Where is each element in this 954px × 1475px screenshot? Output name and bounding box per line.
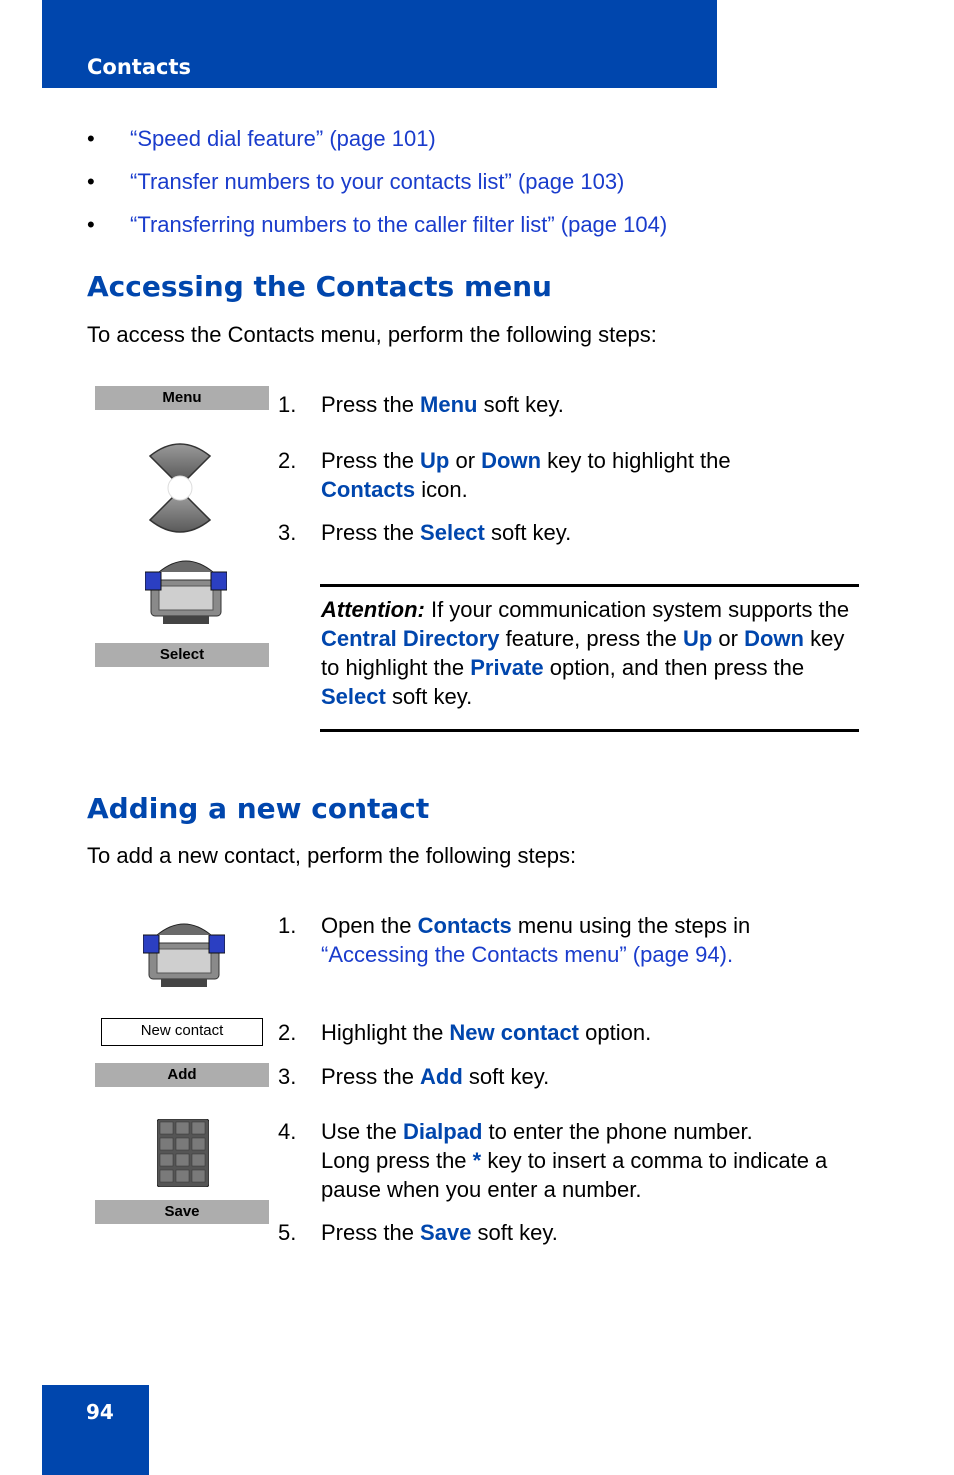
save-softkey[interactable]: Save	[95, 1200, 269, 1224]
page-number-box	[42, 1385, 149, 1475]
navigation-up-down-key-icon	[146, 438, 214, 538]
list-item: • “Transfer numbers to your contacts list” (page 103)	[87, 169, 625, 194]
handset-phone-icon	[143, 913, 225, 991]
step-number: 1.	[278, 913, 297, 938]
step-number: 5.	[278, 1220, 297, 1245]
new-contact-menu-item[interactable]: New contact	[101, 1018, 263, 1046]
list-item: • “Speed dial feature” (page 101)	[87, 126, 436, 151]
dialpad-icon	[157, 1119, 209, 1187]
link-accessing-contacts-menu[interactable]: “Accessing the Contacts menu” (page 94).	[321, 942, 734, 967]
attention-top-rule	[320, 584, 859, 587]
add-softkey[interactable]: Add	[95, 1063, 269, 1087]
step-number: 3.	[278, 520, 297, 545]
step-highlight-contacts: Press the Up or Down key to highlight the Contacts icon.	[321, 448, 731, 502]
link-transfer-numbers[interactable]: “Transfer numbers to your contacts list” (page 103)	[130, 169, 625, 194]
step-press-save: Press the Save soft key.	[321, 1220, 558, 1245]
attention-note: Attention: If your communication system supports the Central Directory feature, press the Up or Down key to highlight the Private option, and then press the Select soft key.	[321, 597, 850, 709]
attention-bottom-rule	[320, 729, 859, 732]
page-number: 94	[86, 1400, 114, 1424]
step-highlight-new-contact: Highlight the New contact option.	[321, 1020, 652, 1045]
step-open-contacts: Open the Contacts menu using the steps in “Accessing the Contacts menu” (page 94).	[321, 913, 751, 967]
step-press-select: Press the Select soft key.	[321, 520, 572, 545]
section-heading-accessing-contacts: Accessing the Contacts menu	[87, 270, 552, 303]
step-use-dialpad: Use the Dialpad to enter the phone number. Long press the * key to insert a comma to indicate a pause when you enter a number.	[321, 1119, 828, 1202]
step-number: 3.	[278, 1064, 297, 1089]
menu-softkey[interactable]: Menu	[95, 386, 269, 410]
step-press-menu: Press the Menu soft key.	[321, 392, 564, 417]
step-press-add: Press the Add soft key.	[321, 1064, 550, 1089]
section-intro: To add a new contact, perform the following steps:	[87, 843, 577, 868]
link-speed-dial[interactable]: “Speed dial feature” (page 101)	[130, 126, 436, 151]
handset-phone-icon	[145, 550, 227, 628]
page-header-title: Contacts	[87, 55, 191, 79]
select-softkey[interactable]: Select	[95, 643, 269, 667]
list-item: • “Transferring numbers to the caller filter list” (page 104)	[87, 212, 668, 237]
step-number: 4.	[278, 1119, 297, 1144]
section-intro: To access the Contacts menu, perform the following steps:	[87, 322, 657, 347]
section-heading-adding-contact: Adding a new contact	[87, 792, 430, 825]
step-number: 2.	[278, 1020, 297, 1045]
link-caller-filter[interactable]: “Transferring numbers to the caller filter list” (page 104)	[130, 212, 668, 237]
step-number: 2.	[278, 448, 297, 473]
step-number: 1.	[278, 392, 297, 417]
